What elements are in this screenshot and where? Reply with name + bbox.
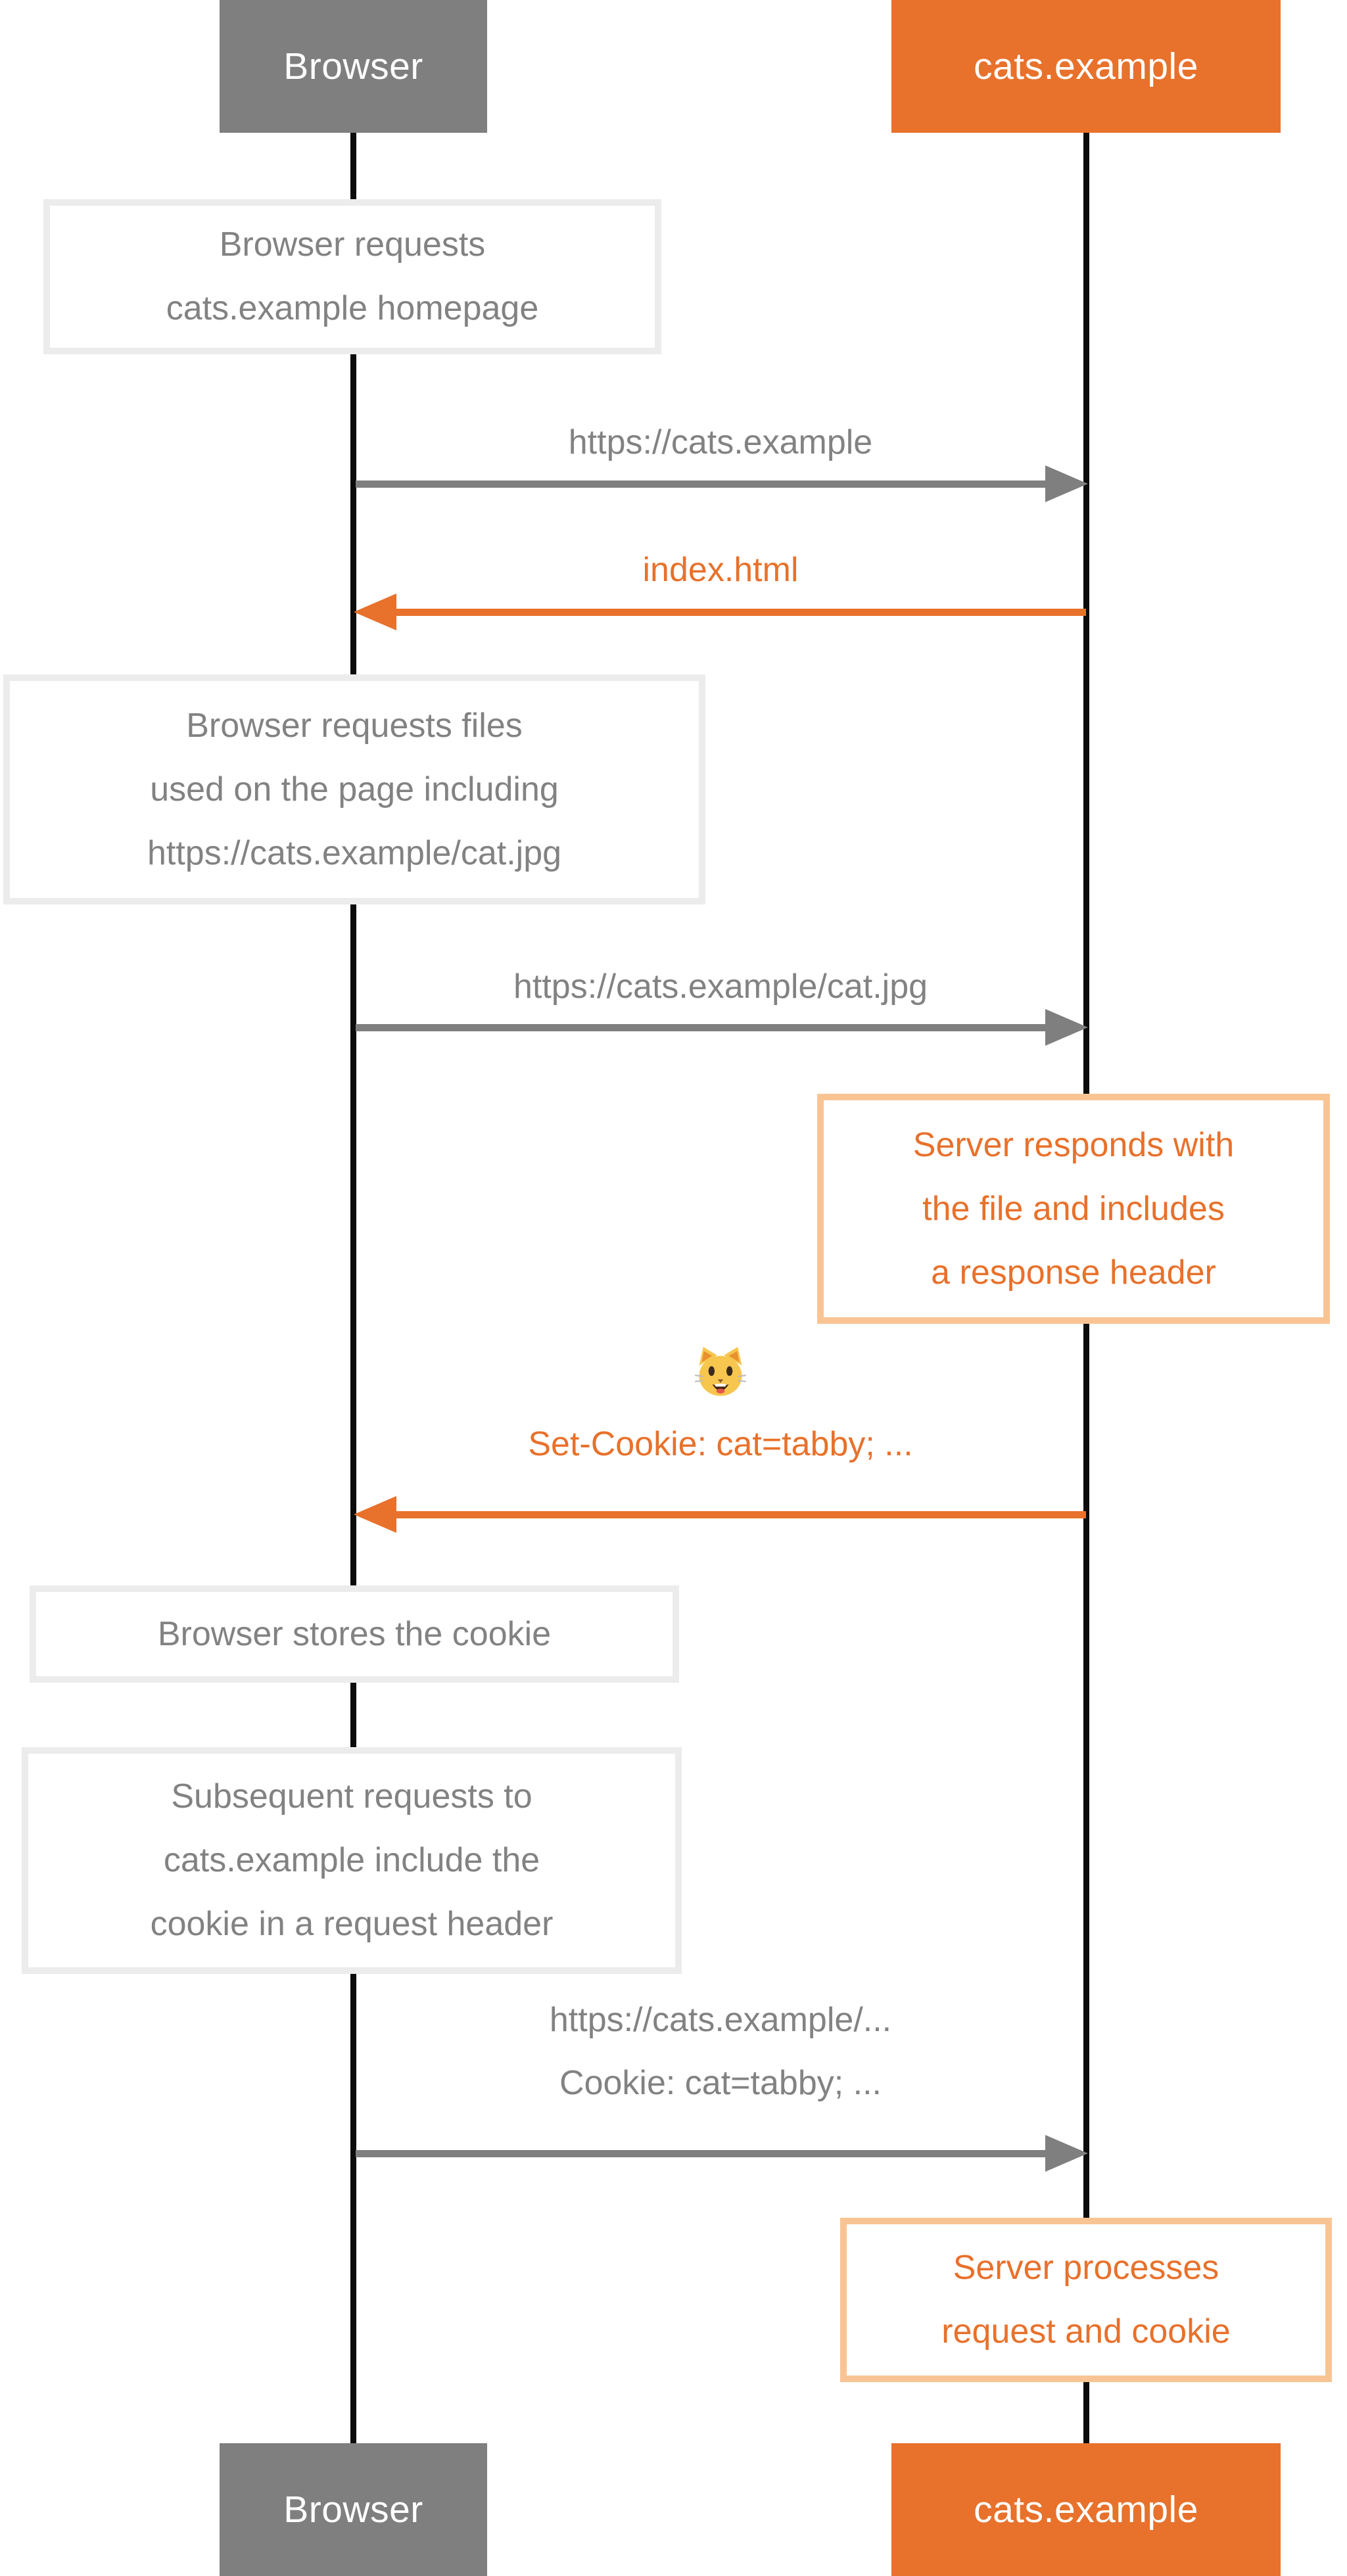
note-line: Server responds with: [912, 1125, 1235, 1164]
arrow-get-cat-jpg-shaft: [356, 1024, 1045, 1031]
note-line: cats.example include the: [163, 1841, 540, 1879]
message-set-cookie-label: Set-Cookie: cat=tabby; ...: [528, 1425, 913, 1463]
note-line: cats.example homepage: [166, 289, 539, 327]
note-line: https://cats.example/cat.jpg: [147, 833, 562, 872]
cat-emoji-wrap: [353, 1345, 1088, 1400]
actor-server-top-label: cats.example: [974, 45, 1198, 87]
message-get-cat-jpg-label: https://cats.example/cat.jpg: [513, 968, 928, 1006]
actor-browser-bottom-label: Browser: [283, 2489, 423, 2531]
actor-browser-bottom: [220, 2443, 487, 2576]
arrow-set-cookie-shaft: [396, 1511, 1086, 1518]
note-line: Subsequent requests to: [171, 1777, 532, 1815]
arrow-index-html-head: [354, 594, 396, 630]
arrow-get-homepage-head: [1045, 465, 1088, 502]
arrow-request-with-cookie-head: [1045, 2135, 1088, 2172]
note-line: Browser requests: [219, 225, 486, 264]
actor-server-bottom: [891, 2443, 1281, 2576]
message-index-html-label: index.html: [642, 551, 799, 589]
message-request-with-cookie-url: https://cats.example/...: [549, 2001, 892, 2039]
actor-browser-top: [220, 0, 487, 133]
note-line: Browser stores the cookie: [157, 1614, 552, 1653]
arrow-set-cookie-head: [354, 1496, 396, 1533]
actor-browser-top-label: Browser: [283, 45, 423, 87]
message-request-with-cookie-header: Cookie: cat=tabby; ...: [559, 2064, 882, 2102]
note-server-processes: [840, 2218, 1332, 2382]
note-line: used on the page including: [150, 770, 559, 808]
note-browser-requests-homepage: [43, 199, 661, 354]
message-get-homepage-label: https://cats.example: [568, 423, 873, 461]
note-browser-requests-files: [3, 674, 705, 904]
note-server-responds: [817, 1094, 1330, 1324]
arrow-index-html-shaft: [396, 609, 1086, 616]
note-line: Browser requests files: [186, 706, 523, 745]
arrow-get-cat-jpg-head: [1045, 1009, 1088, 1046]
note-line: request and cookie: [941, 2312, 1231, 2351]
note-browser-stores-cookie: [30, 1585, 679, 1683]
note-subsequent-requests: [22, 1747, 682, 1974]
note-line: the file and includes: [922, 1189, 1225, 1228]
actor-server-bottom-label: cats.example: [974, 2489, 1198, 2531]
note-line: a response header: [931, 1253, 1216, 1292]
arrow-request-with-cookie-shaft: [356, 2150, 1045, 2157]
actor-server-top: [891, 0, 1281, 133]
cat-emoji-icon: [693, 1345, 748, 1400]
arrow-get-homepage-shaft: [356, 480, 1045, 488]
note-line: cookie in a request header: [150, 1905, 554, 1943]
note-line: Server processes: [953, 2249, 1219, 2287]
